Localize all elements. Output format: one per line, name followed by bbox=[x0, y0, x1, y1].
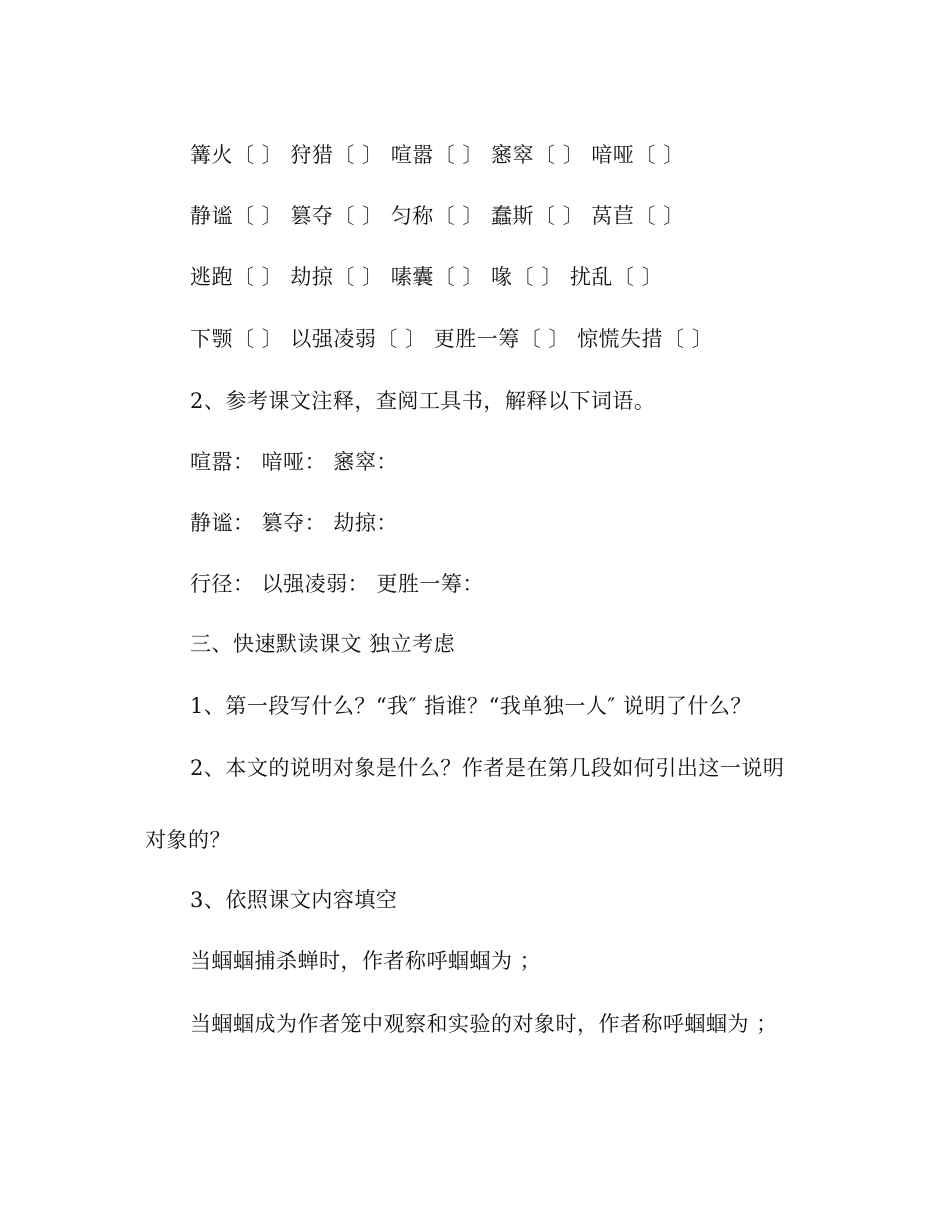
fill-blank-line-2: 当蝈蝈成为作者笼中观察和实验的对象时，作者称呼蝈蝈为 ； bbox=[190, 1012, 778, 1036]
definition-row-2: 静谧： 篡夺： 劫掠： bbox=[190, 511, 398, 535]
definition-row-1: 喧嚣： 喑哑： 窸窣： bbox=[190, 450, 398, 474]
section-3-heading: 三、快速默读课文 独立考虑 bbox=[190, 632, 456, 656]
fill-blank-line-1: 当蝈蝈捕杀蝉时，作者称呼蝈蝈为 ； bbox=[190, 949, 542, 973]
reading-question-2-continuation: 对象的？ bbox=[145, 828, 231, 852]
pinyin-exercise-row-2: 静谧〔 〕 篡夺〔 〕 匀称〔 〕 蠢斯〔 〕 莴苣〔 〕 bbox=[190, 204, 685, 228]
reading-question-2: 2、本文的说明对象是什么？作者是在第几段如何引出这一说明 bbox=[190, 756, 785, 780]
reading-question-3: 3、依照课文内容填空 bbox=[190, 888, 398, 912]
reading-question-1: 1、第一段写什么？“我″ 指谁？“我单独一人″ 说明了什么？ bbox=[190, 694, 752, 718]
definition-row-3: 行径： 以强凌弱： 更胜一筹： bbox=[190, 572, 484, 596]
pinyin-exercise-row-1: 篝火〔 〕 狩猎〔 〕 喧嚣〔 〕 窸窣〔 〕 喑哑〔 〕 bbox=[190, 143, 685, 167]
pinyin-exercise-row-3: 逃跑〔 〕 劫掠〔 〕 嗉囊〔 〕 喙〔 〕 扰乱〔 〕 bbox=[190, 265, 664, 289]
question-2-heading: 2、参考课文注释，查阅工具书，解释以下词语。 bbox=[190, 389, 656, 413]
pinyin-exercise-row-4: 下颚〔 〕 以强凌弱〔 〕 更胜一筹〔 〕 惊慌失措〔 〕 bbox=[190, 327, 714, 351]
